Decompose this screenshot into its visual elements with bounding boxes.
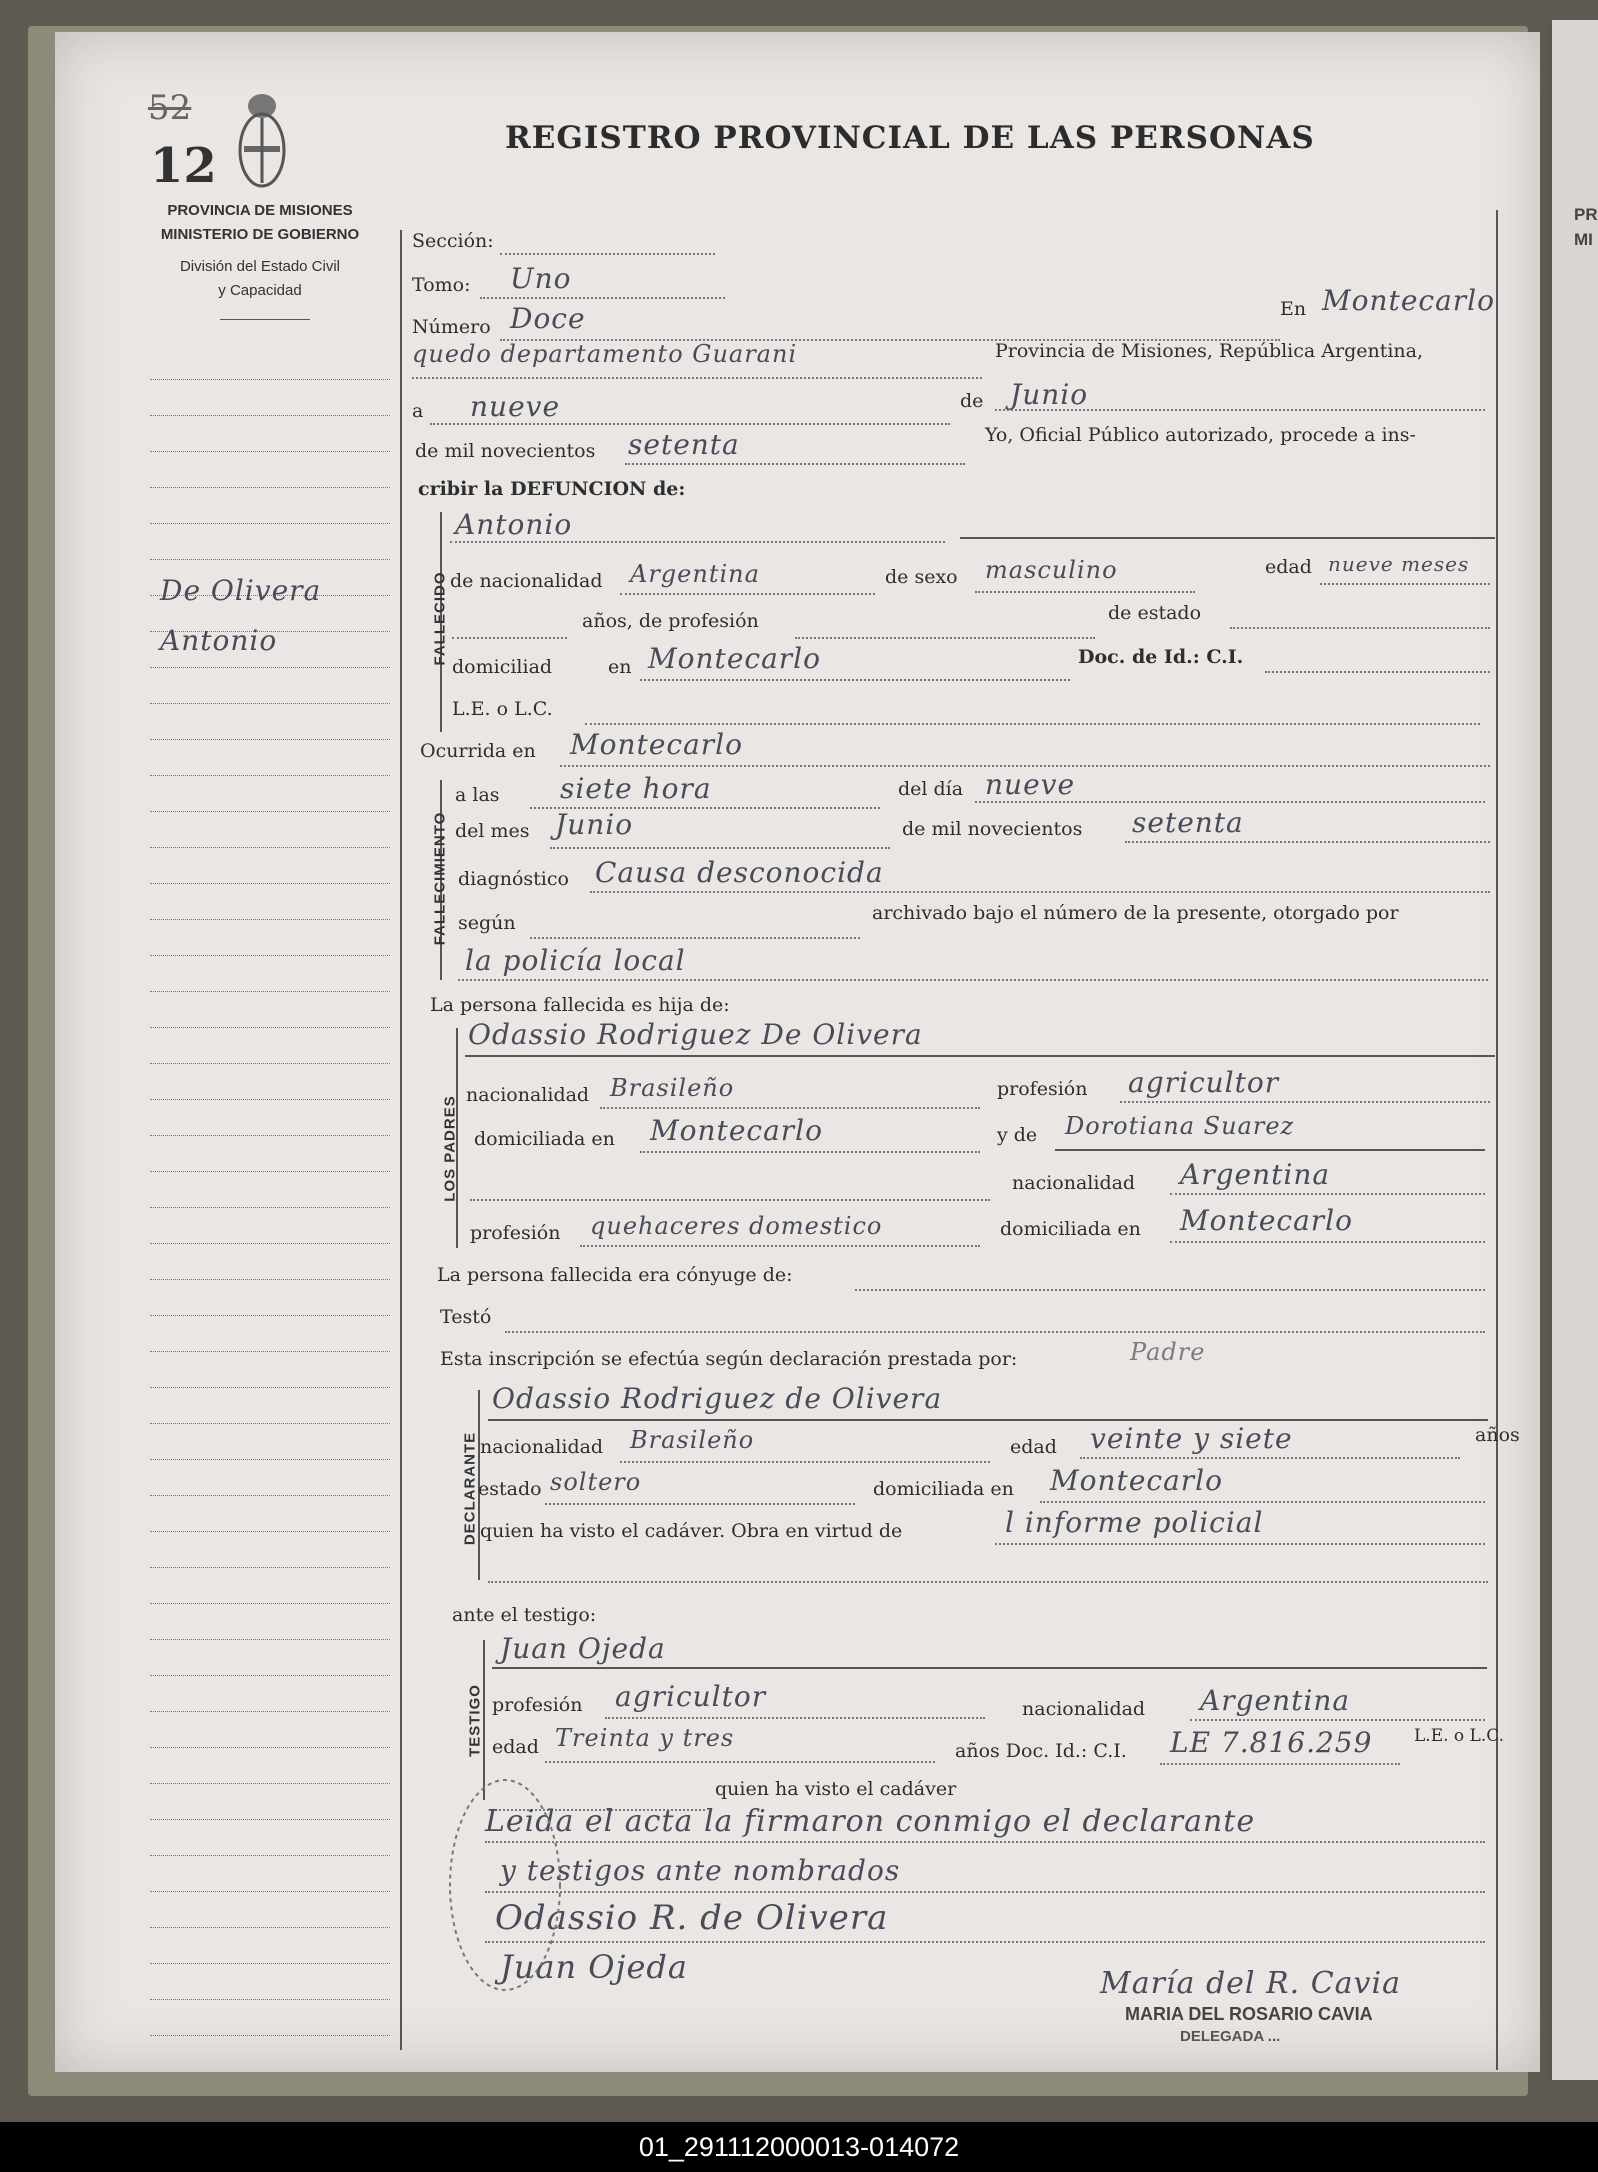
testigo-signature: Juan Ojeda: [500, 1948, 688, 1986]
division-header: División del Estado Civil: [179, 258, 341, 275]
dia-value: nueve: [470, 390, 561, 423]
margin-given-name: Antonio: [160, 624, 278, 657]
testigo-cadaver-label: quien ha visto el cadáver: [715, 1778, 957, 1800]
declarante-domicilio: Montecarlo: [1050, 1464, 1223, 1497]
margin-rule: [150, 666, 390, 668]
margin-rule: [150, 1674, 390, 1676]
fallecimiento-dia: nueve: [985, 768, 1076, 801]
ministry-header: MINISTERIO DE GOBIERNO: [160, 226, 360, 243]
margin-rule: [150, 486, 390, 488]
mes-label: del mes: [455, 820, 530, 842]
margin-rule: [150, 1782, 390, 1784]
margin-rule: [150, 1458, 390, 1460]
province-header: PROVINCIA DE MISIONES: [167, 202, 353, 219]
closing-line-1-text: Leida el acta la firmaron conmigo el declarante: [485, 1804, 1256, 1839]
fallecido-sexo: masculino: [985, 556, 1118, 584]
header-rule: [220, 318, 310, 320]
ocurrida-line: [560, 764, 1490, 767]
padre-domiciliada-label: domiciliada en: [474, 1128, 615, 1150]
doc-label: Doc. de Id.: C.I.: [1078, 646, 1244, 668]
official-stamp-title: DELEGADA ...: [1180, 2028, 1281, 2045]
fallecimiento-anio-label: de mil novecientos: [902, 818, 1083, 840]
testigo-edad: Treinta y tres: [555, 1724, 735, 1752]
declarante-edad-label: edad: [1010, 1436, 1057, 1458]
padre-profesion: agricultor: [1128, 1066, 1280, 1099]
padre-prof-line: [1120, 1100, 1490, 1103]
madre-rule: [1055, 1148, 1485, 1151]
page-title: REGISTRO PROVINCIAL DE LAS PERSONAS: [505, 120, 1315, 156]
declarante-anios-label: años: [1475, 1424, 1520, 1446]
declarante-nombre: Odassio Rodriguez de Olivera: [492, 1382, 943, 1415]
margin-rule: [150, 1854, 390, 1856]
margin-rule: [150, 1386, 390, 1388]
margin-rule: [150, 702, 390, 704]
main-frame-right: [1496, 210, 1498, 2070]
dia-line-2: [975, 800, 1485, 803]
fallecido-section-label: FALLECIDO: [431, 571, 449, 666]
fallecimiento-mes: Junio: [555, 808, 634, 841]
testigo-profesion-label: profesión: [492, 1694, 583, 1716]
official-stamp-name: MARIA DEL ROSARIO CAVIA: [1125, 2004, 1373, 2024]
declarante-rule: [488, 1418, 1488, 1421]
nac-line: [620, 592, 875, 595]
dia-line: [430, 422, 950, 425]
padre-dom-line: [640, 1150, 980, 1153]
segun-line: [530, 936, 860, 939]
y-de-label: y de: [997, 1124, 1038, 1146]
margin-rule: [150, 1746, 390, 1748]
official-signature: María del R. Cavia: [1100, 1966, 1401, 2001]
madre-nombre: Dorotiana Suarez: [1065, 1112, 1295, 1140]
tomo-value: Uno: [510, 262, 572, 295]
nombre-rule: [960, 536, 1495, 539]
anio-line: [625, 462, 965, 465]
archivado-label: archivado bajo el número de la presente, otorgado por: [872, 902, 1399, 924]
margin-rule: [150, 1710, 390, 1712]
margin-rule: [150, 1170, 390, 1172]
fallecido-nacionalidad: Argentina: [630, 560, 760, 588]
testigo-edad-line: [545, 1760, 935, 1763]
diagnostico-value: Causa desconocida: [595, 856, 884, 889]
nombre-line: [450, 540, 945, 543]
seccion-label: Sección:: [412, 230, 494, 252]
margin-rule: [150, 1314, 390, 1316]
declarante-edad: veinte y siete: [1090, 1422, 1293, 1455]
edad-line: [1320, 582, 1490, 585]
margin-rule: [150, 1494, 390, 1496]
margin-rule: [150, 1026, 390, 1028]
fallecido-edad: nueve meses: [1328, 552, 1470, 576]
mes-line-2: [550, 846, 890, 849]
next-page-fragment: MI: [1574, 230, 1593, 249]
profesion-line: [795, 636, 1095, 639]
numero-value: Doce: [510, 302, 586, 335]
decl-virtud-line: [995, 1542, 1485, 1545]
diagnostico-line: [590, 890, 1490, 893]
madre-blank-line: [470, 1198, 990, 1201]
testigo-rule: [492, 1666, 1487, 1669]
division-header-2: y Capacidad: [218, 282, 302, 299]
margin-rule: [150, 1242, 390, 1244]
declarante-estado: soltero: [550, 1468, 642, 1496]
madre-nacionalidad: Argentina: [1180, 1158, 1331, 1191]
madre-nac-line: [1170, 1192, 1485, 1195]
mes-line: [995, 408, 1485, 411]
declarante-section-label: DECLARANTE: [461, 1431, 479, 1546]
madre-nacionalidad-label: nacionalidad: [1012, 1172, 1136, 1194]
madre-prof-line: [580, 1244, 980, 1247]
closing-line-1: [485, 1840, 1485, 1843]
diagnostico-label: diagnóstico: [458, 868, 569, 890]
page-number: 12: [150, 138, 217, 194]
de-label: de: [960, 390, 984, 412]
margin-rule: [150, 738, 390, 740]
margin-rule: [150, 1530, 390, 1532]
testigo-doc-line: [1160, 1762, 1400, 1765]
declarante-signature: Odassio R. de Olivera: [495, 1898, 889, 1938]
tomo-line: [480, 296, 725, 299]
anio-label: de mil novecientos: [415, 440, 596, 462]
margin-rule: [150, 1278, 390, 1280]
margin-rule: [150, 918, 390, 920]
margin-rule: [150, 558, 390, 560]
madre-domicilio: Montecarlo: [1180, 1204, 1353, 1237]
margin-rule: [150, 1638, 390, 1640]
en-label: En: [1280, 298, 1307, 320]
padre-nombre: Odassio Rodriguez De Olivera: [468, 1018, 923, 1051]
margin-rule: [150, 1098, 390, 1100]
testigo-edad-label: edad: [492, 1736, 539, 1758]
testigo-nac-line: [1190, 1718, 1485, 1721]
official-seal-icon: [440, 1770, 570, 2000]
margin-rule: [150, 378, 390, 380]
estado-label: de estado: [1108, 602, 1202, 624]
hora-label: a las: [455, 784, 500, 806]
declaracion-label: Esta inscripción se efectúa según declaración prestada por:: [440, 1348, 1018, 1370]
main-frame-left: [400, 230, 402, 2050]
ocurrida-label: Ocurrida en: [420, 740, 536, 762]
testigo-nacionalidad-label: nacionalidad: [1022, 1698, 1146, 1720]
margin-surname: De Olivera: [160, 574, 322, 607]
ocurrida-value: Montecarlo: [570, 728, 743, 761]
a-label: a: [412, 400, 424, 422]
coat-of-arms-icon: [232, 88, 292, 198]
sexo-line: [975, 590, 1195, 593]
padre-nac-line: [600, 1106, 980, 1109]
fallecido-domicilio: Montecarlo: [648, 642, 821, 675]
sexo-label: de sexo: [885, 566, 958, 588]
declarante-estado-label: estado: [478, 1478, 542, 1500]
padre-profesion-label: profesión: [997, 1078, 1088, 1100]
declarante-nacionalidad-label: nacionalidad: [480, 1436, 604, 1458]
closing-line-2-text: y testigos ante nombrados: [500, 1854, 901, 1887]
closing-line-3: [485, 1940, 1485, 1943]
margin-rule: [150, 414, 390, 416]
testigo-prof-line: [605, 1716, 985, 1719]
domicilio-en-label: en: [608, 656, 632, 678]
closing-line-2: [485, 1890, 1485, 1893]
margin-rule: [150, 450, 390, 452]
mes-value: Junio: [1010, 378, 1089, 411]
testo-line: [505, 1330, 1485, 1333]
padres-section-label: LOS PADRES: [441, 1095, 459, 1202]
padre-rule: [465, 1054, 1495, 1057]
anio-value: setenta: [628, 428, 740, 461]
declaracion-value: Padre: [1130, 1338, 1206, 1366]
inscribir-label: cribir la DEFUNCION de:: [418, 478, 686, 500]
declarante-nacionalidad: Brasileño: [630, 1426, 755, 1454]
margin-rule: [150, 1926, 390, 1928]
margin-rule: [150, 954, 390, 956]
fallecimiento-anio: setenta: [1132, 806, 1244, 839]
madre-domiciliada-label: domiciliada en: [1000, 1218, 1141, 1240]
margin-rule: [150, 990, 390, 992]
ante-label: ante el testigo:: [452, 1604, 597, 1626]
hija-label: La persona fallecida es hija de:: [430, 994, 730, 1016]
margin-rule: [150, 1998, 390, 2000]
margin-rule: [150, 1566, 390, 1568]
margin-rule: [150, 1818, 390, 1820]
conyuge-label: La persona fallecida era cónyuge de:: [437, 1264, 793, 1286]
lugar-line: [412, 376, 982, 379]
hora-value: siete hora: [560, 772, 712, 805]
anios-label: años, de profesión: [582, 610, 759, 632]
margin-rule: [150, 846, 390, 848]
margin-rule: [150, 810, 390, 812]
testigo-nacionalidad: Argentina: [1200, 1684, 1351, 1717]
margin-rule: [150, 774, 390, 776]
oficial-label: Yo, Oficial Público autorizado, procede a ins-: [985, 424, 1416, 446]
nacionalidad-label: de nacionalidad: [450, 570, 603, 592]
next-page-edge: [1548, 20, 1598, 2080]
domiciliado-label: domiciliad: [452, 656, 553, 678]
tomo-label: Tomo:: [412, 274, 471, 296]
testo-label: Testó: [440, 1306, 492, 1328]
testigo-le-label: L.E. o L.C.: [1414, 1726, 1505, 1746]
margin-rule: [150, 1206, 390, 1208]
declarante-domiciliada-label: domiciliada en: [873, 1478, 1014, 1500]
dia-label: del día: [898, 778, 964, 800]
margin-rule: [150, 882, 390, 884]
margin-rule: [150, 1350, 390, 1352]
margin-rule: [150, 522, 390, 524]
estado-line: [1230, 626, 1490, 629]
otorgado-value: la policía local: [465, 944, 686, 977]
le-line: [585, 722, 1480, 725]
fallecido-nombre: Antonio: [455, 508, 573, 541]
decl-blank-line: [488, 1580, 1488, 1583]
madre-profesion-label: profesión: [470, 1222, 561, 1244]
padre-nacionalidad-label: nacionalidad: [466, 1084, 590, 1106]
le-label: L.E. o L.C.: [452, 698, 553, 720]
image-id-footer: 01_291112000013-014072: [0, 2122, 1598, 2172]
lugar-value: quedo departamento Guarani: [412, 340, 798, 368]
padre-nacionalidad: Brasileño: [610, 1074, 735, 1102]
doc-line: [1265, 670, 1490, 673]
decl-dom-line: [1040, 1500, 1485, 1503]
testigo-profesion: agricultor: [615, 1680, 767, 1713]
anio-line-2: [1125, 840, 1490, 843]
old-page-number: 52: [148, 88, 192, 128]
decl-nac-line: [620, 1460, 990, 1463]
anios-line: [452, 636, 567, 639]
margin-rule: [150, 1062, 390, 1064]
testigo-section-label: TESTIGO: [466, 1684, 484, 1757]
numero-label: Número: [412, 316, 491, 338]
seccion-line: [500, 252, 715, 255]
margin-rule: [150, 1602, 390, 1604]
provincia-label: Provincia de Misiones, República Argentina,: [995, 340, 1424, 362]
conyuge-line: [855, 1288, 1485, 1291]
testigo-anios-doc-label: años Doc. Id.: C.I.: [955, 1740, 1127, 1762]
madre-profesion: quehaceres domestico: [590, 1212, 883, 1240]
margin-rule: [150, 1134, 390, 1136]
margin-rule: [150, 1890, 390, 1892]
en-value: Montecarlo: [1322, 284, 1495, 317]
testigo-doc: LE 7.816.259: [1170, 1726, 1373, 1759]
edad-label: edad: [1265, 556, 1312, 578]
declarante-cadaver-label: quien ha visto el cadáver. Obra en virtud de: [480, 1520, 903, 1542]
testigo-nombre: Juan Ojeda: [500, 1632, 666, 1665]
margin-rule: [150, 1962, 390, 1964]
madre-dom-line: [1170, 1240, 1485, 1243]
margin-rule: [150, 2034, 390, 2036]
segun-label: según: [458, 912, 516, 934]
margin-rule: [150, 1422, 390, 1424]
fallecimiento-section-label: FALLECIMIENTO: [431, 811, 449, 946]
decl-estado-line: [545, 1502, 855, 1505]
decl-edad-line: [1080, 1456, 1460, 1459]
padre-domicilio: Montecarlo: [650, 1114, 823, 1147]
declarante-virtud: l informe policial: [1005, 1506, 1264, 1539]
domicilio-line: [640, 678, 1070, 681]
otorgado-line: [458, 978, 1488, 981]
next-page-fragment: PR: [1574, 205, 1598, 224]
